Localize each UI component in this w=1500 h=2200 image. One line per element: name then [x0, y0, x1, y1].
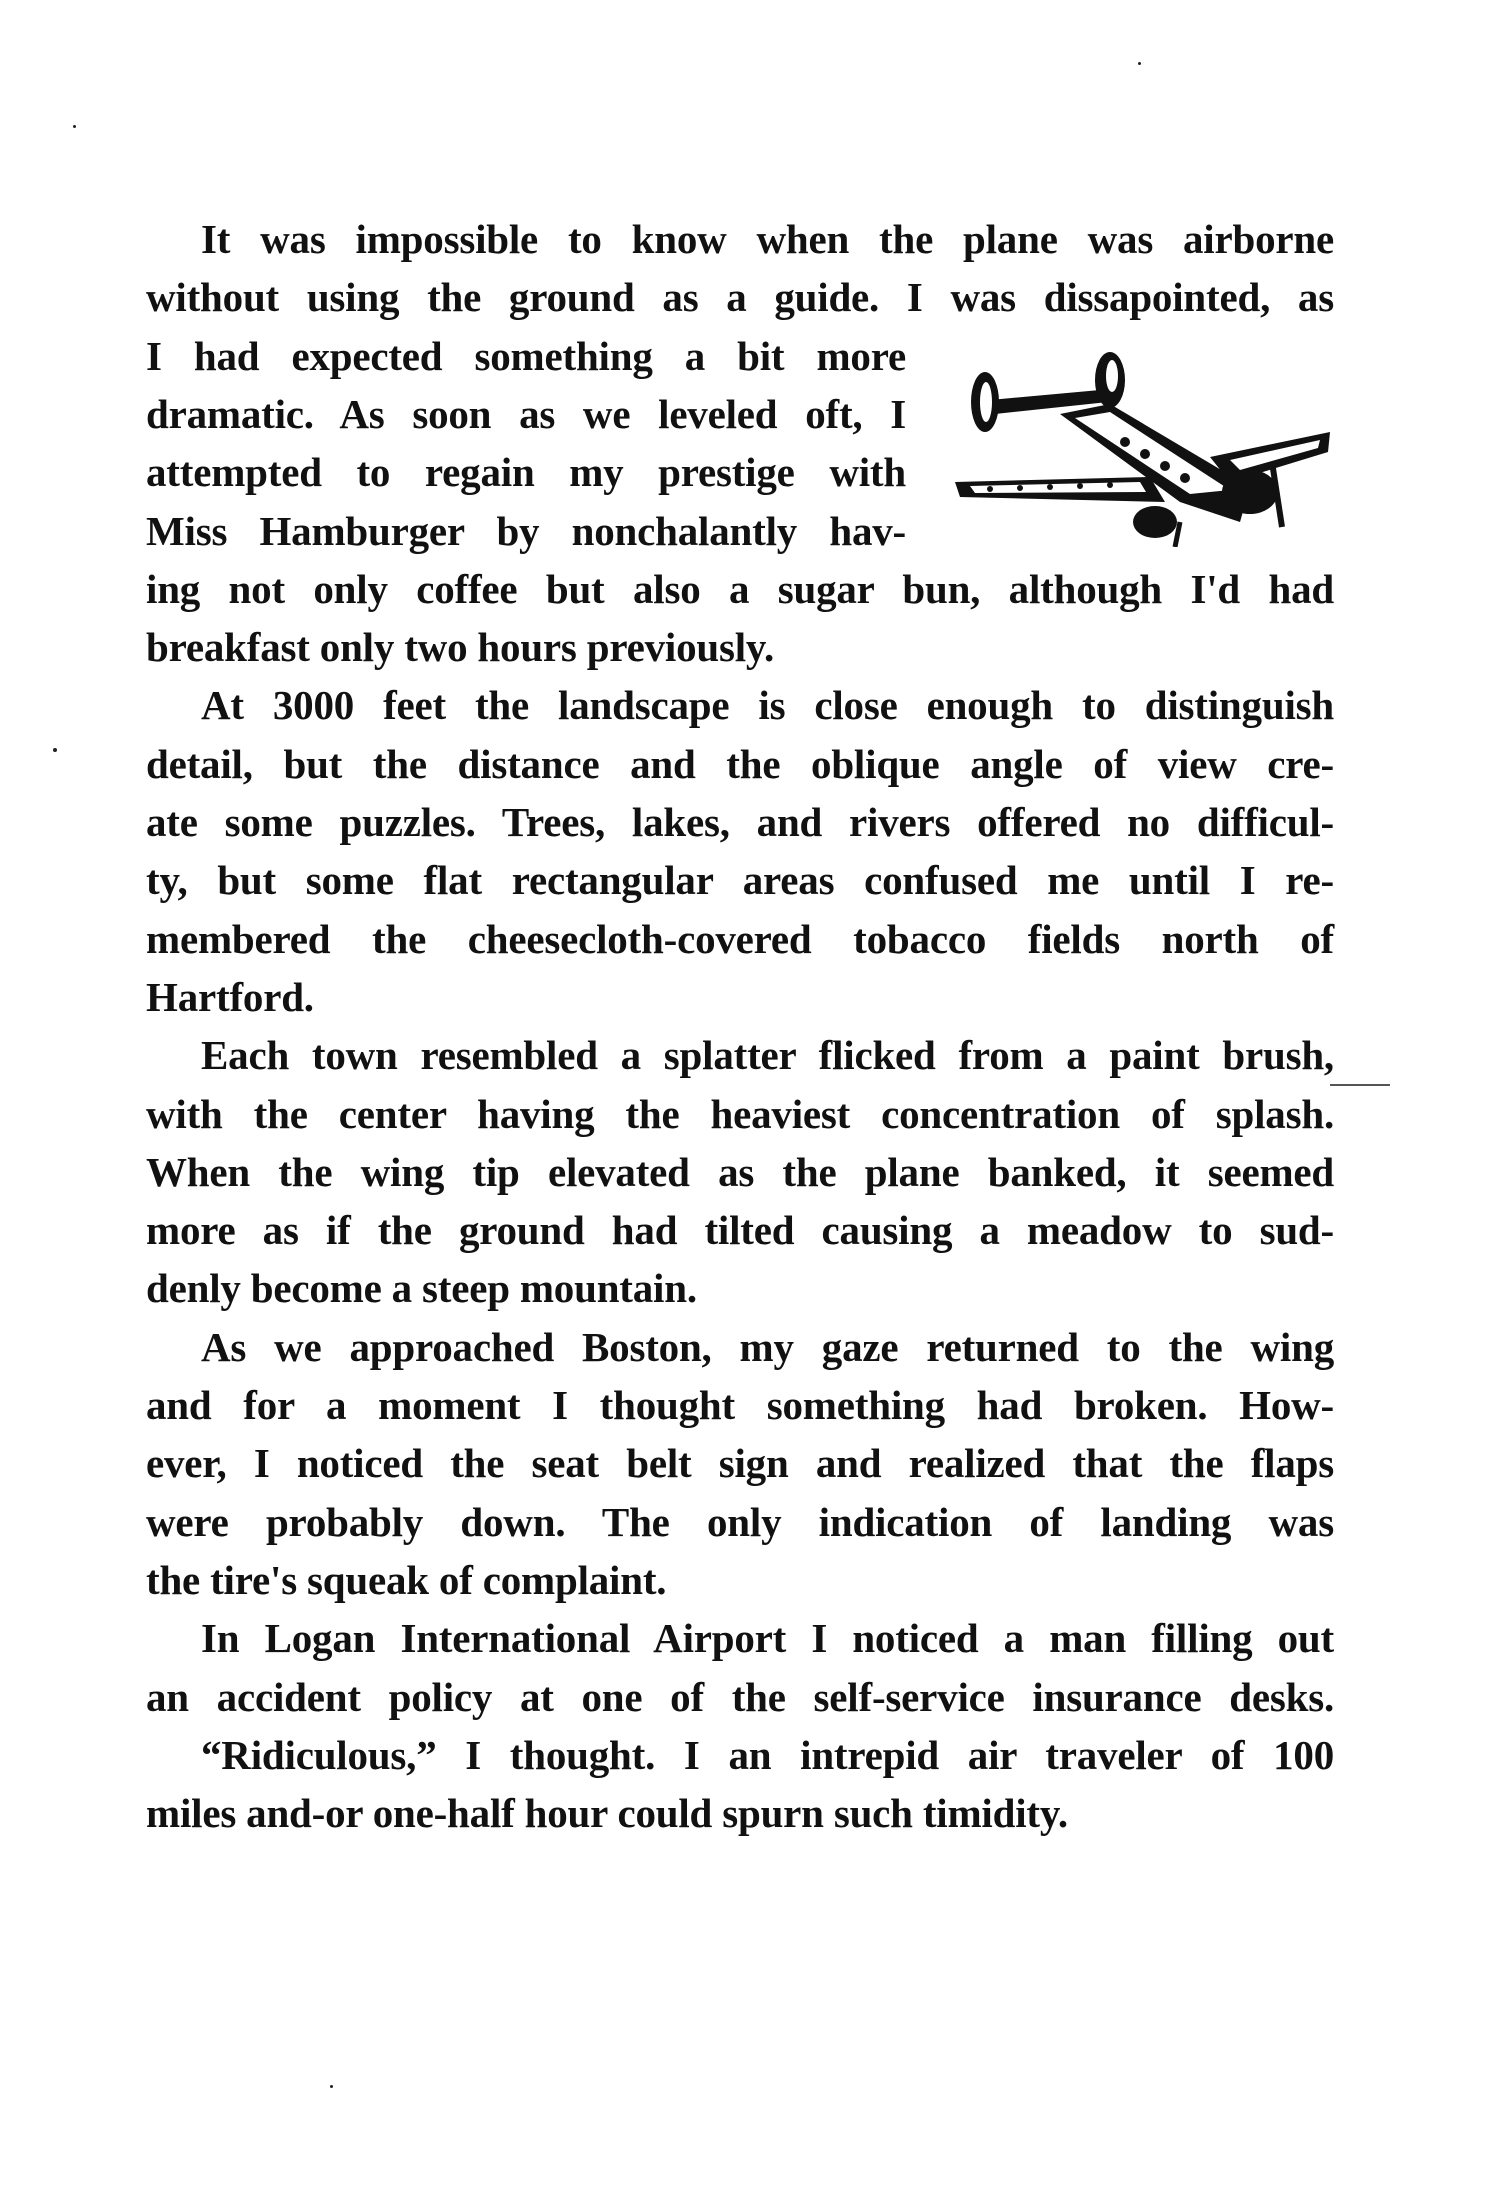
text-line: At 3000 feet the landscape is close enough to distinguish: [201, 682, 1334, 729]
text-line: In Logan International Airport I noticed a man filling out: [201, 1615, 1334, 1662]
text-line: without using the ground as a guide. I was dissapointed, as: [146, 274, 1334, 321]
text-line: breakfast only two hours previously.: [146, 624, 775, 671]
text-line: miles and-or one-half hour could spurn such timidity.: [146, 1790, 1068, 1837]
dust-speck: [330, 2085, 333, 2088]
text-line: “Ridiculous,” I thought. I an intrepid air traveler of 100: [201, 1731, 1334, 1778]
text-line: with the center having the heaviest concentration of splash.: [146, 1090, 1334, 1137]
text-line: detail, but the distance and the oblique angle of view cre-: [146, 740, 1334, 787]
text-line: ever, I noticed the seat belt sign and realized that the flaps: [146, 1440, 1334, 1487]
text-line: were probably down. The only indication of landing was: [146, 1498, 1334, 1545]
text-line: ate some puzzles. Trees, lakes, and rivers offered no difficul-: [146, 799, 1334, 845]
text-line: and for a moment I thought something had broken. How-: [146, 1382, 1334, 1428]
text-line: the tire's squeak of complaint.: [146, 1556, 667, 1603]
dust-speck: [53, 748, 57, 752]
airplane-icon: [950, 352, 1335, 547]
text-line: an accident policy at one of the self-service insurance desks.: [146, 1673, 1334, 1720]
text-line: membered the cheesecloth-covered tobacco fields north of: [146, 915, 1334, 962]
text-line: Each town resembled a splatter flicked from a paint brush,: [201, 1032, 1334, 1079]
dust-speck: [73, 125, 76, 128]
text-line: attempted to regain my prestige with: [146, 449, 906, 496]
text-line: ing not only coffee but also a sugar bun, although I'd had: [146, 565, 1334, 612]
text-line: Miss Hamburger by nonchalantly hav-: [146, 507, 906, 554]
text-line: Hartford.: [146, 973, 314, 1020]
text-line: When the wing tip elevated as the plane banked, it seemed: [146, 1148, 1334, 1195]
text-line: more as if the ground had tilted causing a meadow to sud-: [146, 1207, 1334, 1254]
text-line: I had expected something a bit more: [146, 332, 906, 379]
scan-mark: [1330, 1084, 1390, 1086]
dust-speck: [1138, 62, 1141, 65]
text-line: ty, but some flat rectangular areas confused me until I re-: [146, 857, 1334, 904]
text-line: As we approached Boston, my gaze returned to the wing: [201, 1323, 1334, 1370]
text-line: dramatic. As soon as we leveled oft, I: [146, 390, 906, 437]
text-line: It was impossible to know when the plane was airborne: [201, 216, 1334, 262]
text-line: denly become a steep mountain.: [146, 1265, 697, 1312]
